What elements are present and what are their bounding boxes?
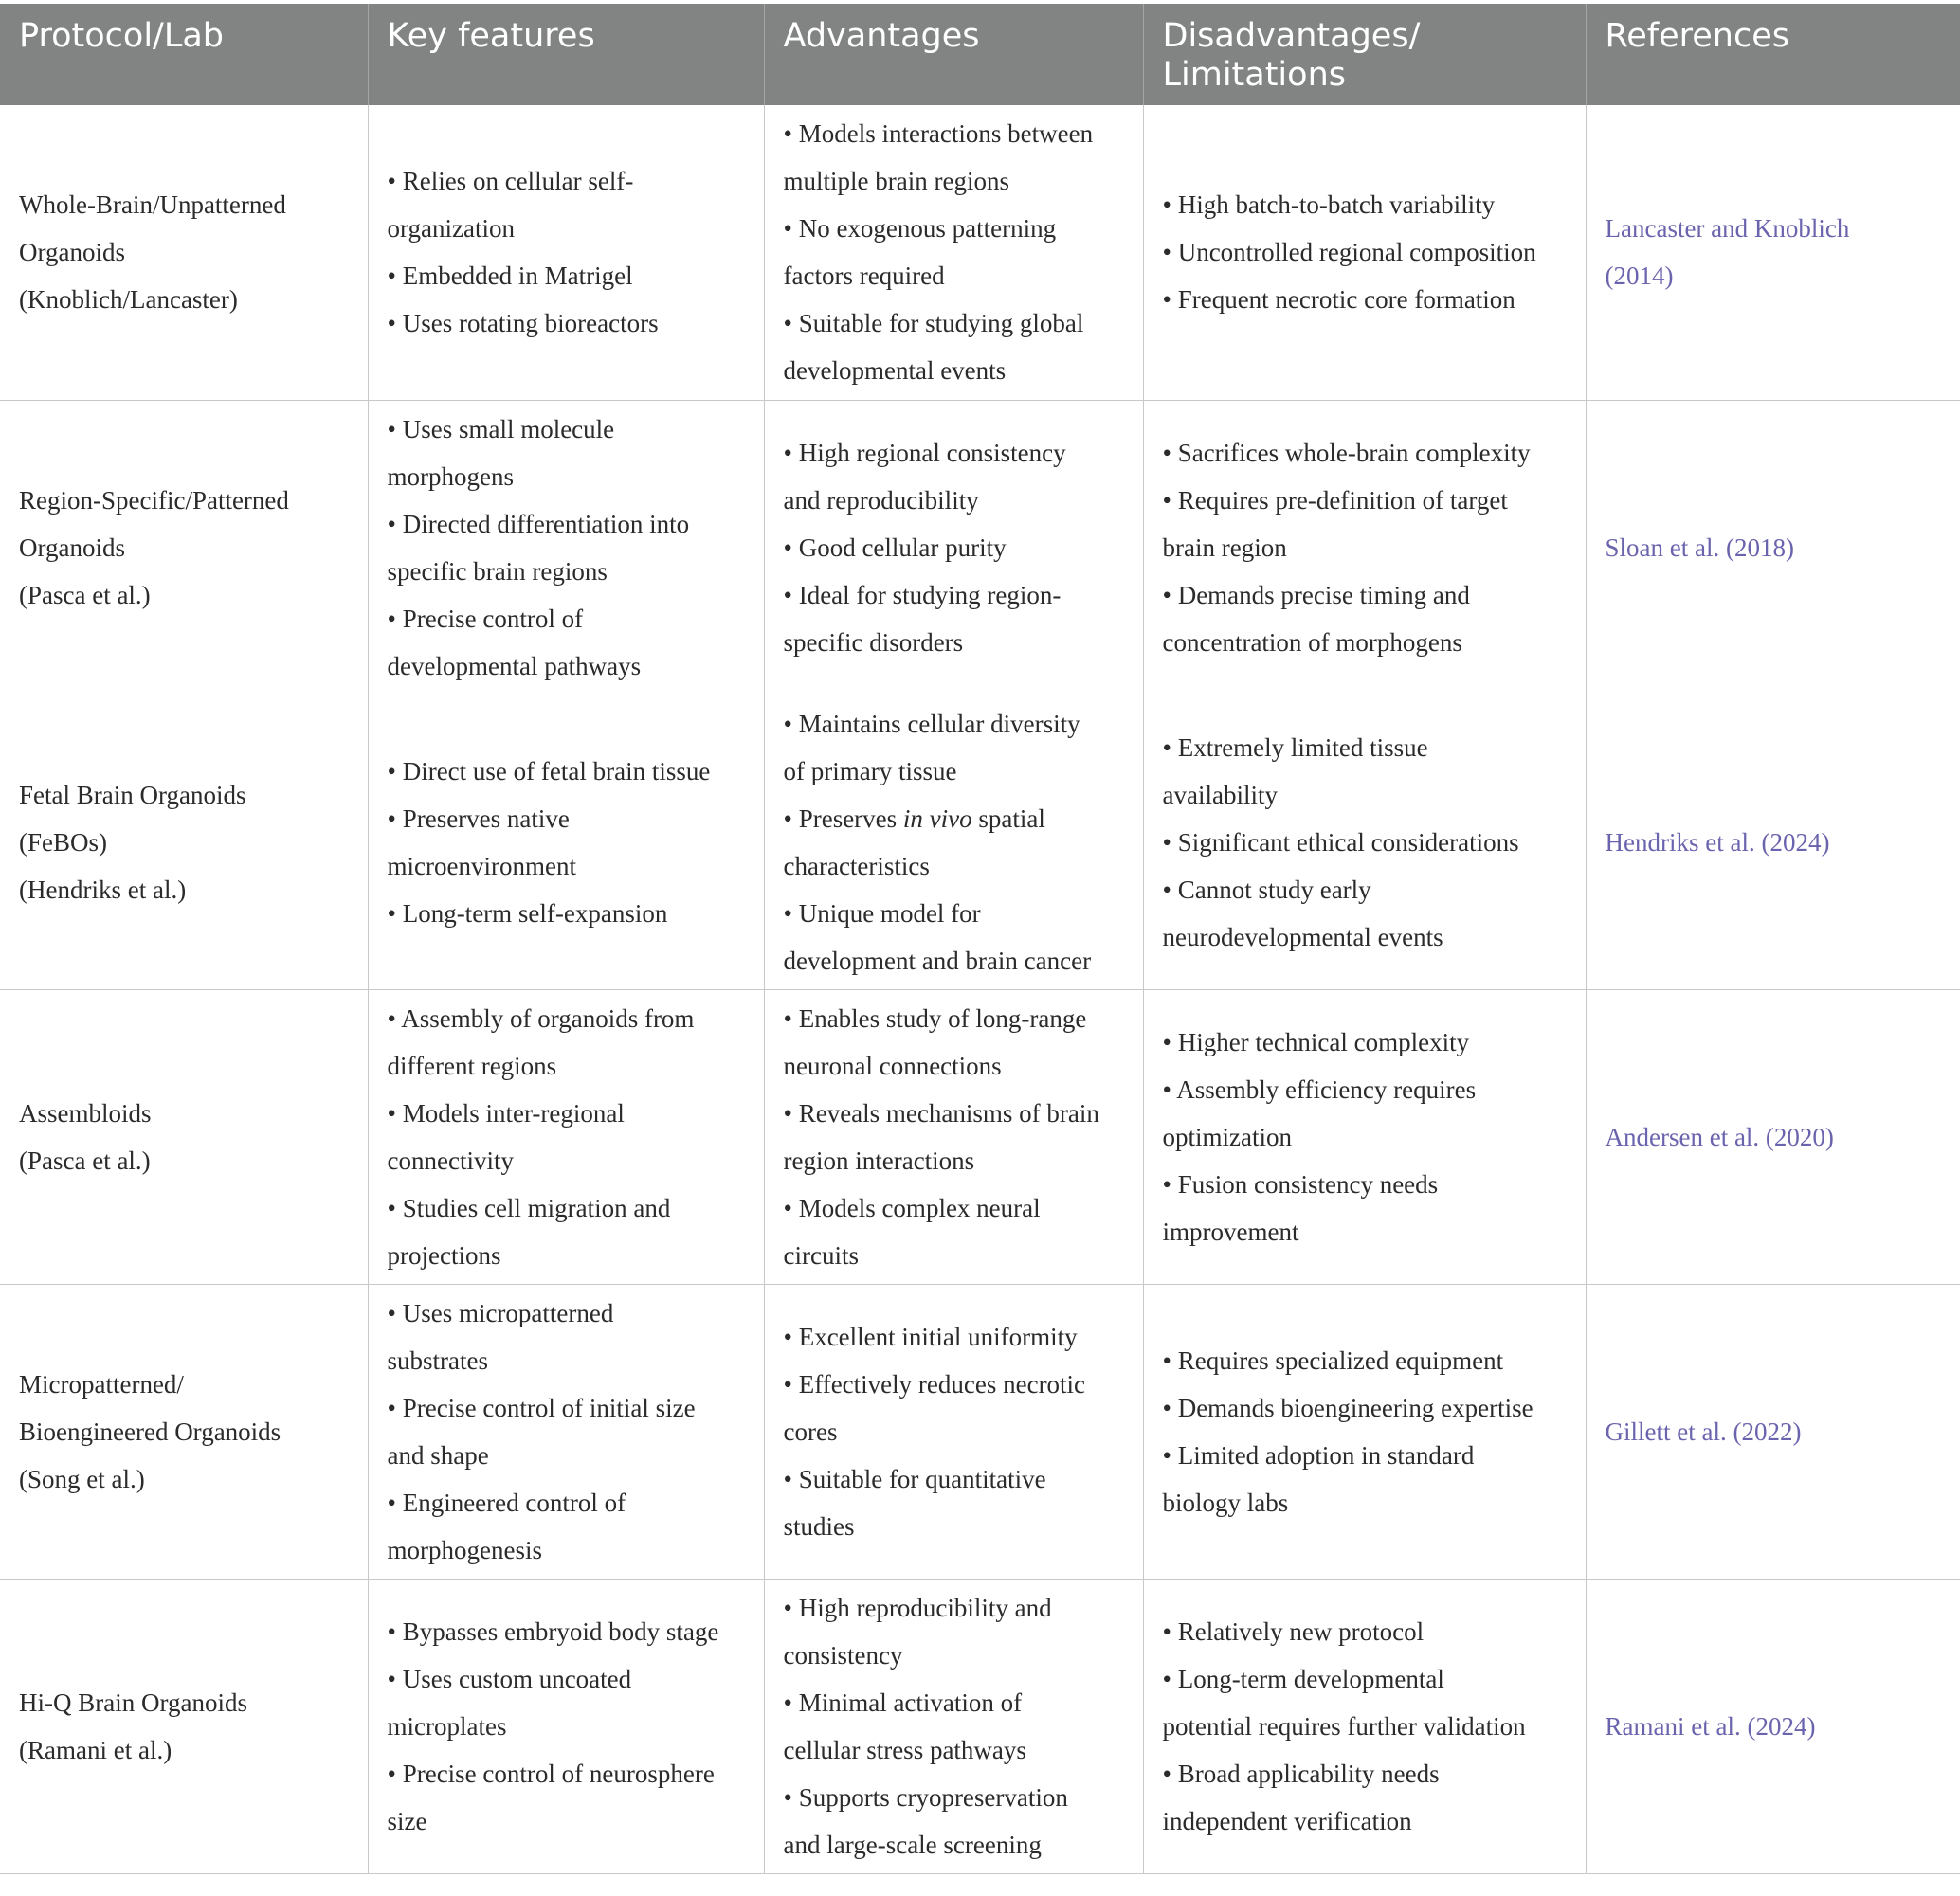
cell-line: improvement — [1162, 1217, 1299, 1246]
cell-line: • Models inter-regional — [387, 1098, 625, 1128]
table-row — [0, 989, 1960, 1284]
cell-line: • Direct use of fetal brain tissue — [387, 756, 711, 785]
header-line: Advantages — [783, 17, 980, 55]
cell-line: • Ideal for studying region- — [783, 580, 1062, 609]
reference-link[interactable]: (2014) — [1605, 262, 1674, 291]
cell-line: substrates — [387, 1345, 488, 1375]
header-line: Limitations — [1162, 56, 1346, 94]
cell-line: (Song et al.) — [19, 1464, 145, 1493]
cell-disadvantages — [1143, 105, 1586, 400]
reference-link[interactable]: Hendriks et al. (2024) — [1605, 827, 1830, 857]
cell-line: different regions — [387, 1051, 557, 1080]
cell-line: factors required — [783, 262, 945, 291]
cell-advantages — [764, 1579, 1143, 1873]
table-body — [0, 105, 1960, 1873]
cell-line: • Precise control of neurosphere — [387, 1759, 715, 1788]
cell-line: • Assembly of organoids from — [387, 1003, 695, 1033]
table-row — [0, 105, 1960, 400]
cell-line: • Requires pre-definition of target — [1162, 485, 1508, 515]
cell-line: morphogens — [387, 461, 514, 491]
cell-key-features — [368, 989, 764, 1284]
cell-disadvantages — [1143, 1284, 1586, 1579]
cell-line: • Sacrifices whole-brain complexity — [1162, 438, 1531, 467]
cell-line: Whole-Brain/Unpatterned — [19, 190, 286, 220]
reference-link[interactable]: Lancaster and Knoblich — [1605, 214, 1850, 244]
cell-advantages — [764, 695, 1143, 989]
cell-line: • Higher technical complexity — [1162, 1027, 1470, 1056]
cell-line: • Excellent initial uniformity — [783, 1322, 1078, 1351]
cell-line: • Preserves native — [387, 804, 570, 833]
cell-line: • Models complex neural — [783, 1193, 1041, 1222]
cell-line: • Precise control of — [387, 604, 584, 633]
cell-line: microplates — [387, 1711, 507, 1741]
cell-line: • Models interactions between — [783, 119, 1094, 149]
cell-line: consistency — [783, 1640, 903, 1670]
cell-key-features — [368, 1579, 764, 1873]
cell-line: morphogenesis — [387, 1535, 542, 1564]
cell-line: • Uses rotating bioreactors — [387, 309, 659, 338]
cell-line: cellular stress pathways — [783, 1735, 1026, 1764]
cell-line: multiple brain regions — [783, 167, 1009, 196]
reference-link[interactable]: Ramani et al. (2024) — [1605, 1711, 1816, 1741]
cell-disadvantages — [1143, 400, 1586, 695]
cell-line: • Frequent necrotic core formation — [1162, 285, 1515, 315]
cell-line: • Preserves in vivo spatial — [783, 804, 1045, 833]
cell-line: and shape — [387, 1440, 489, 1470]
cell-line: and reproducibility — [783, 485, 979, 515]
cell-line: • Studies cell migration and — [387, 1193, 671, 1222]
cell-line: • High regional consistency — [783, 438, 1066, 467]
cell-advantages — [764, 105, 1143, 400]
cell-line: • Effectively reduces necrotic — [783, 1369, 1086, 1399]
cell-line: • Uses micropatterned — [387, 1298, 614, 1327]
table-row — [0, 400, 1960, 695]
cell-line: • Embedded in Matrigel — [387, 262, 633, 291]
header-row — [0, 4, 1960, 105]
cell-key-features — [368, 105, 764, 400]
cell-line: • Uses small molecule — [387, 414, 615, 443]
cell-line: • Cannot study early — [1162, 875, 1371, 904]
cell-line: developmental events — [783, 356, 1007, 386]
cell-key-features — [368, 1284, 764, 1579]
cell-line: Region-Specific/Patterned — [19, 485, 289, 515]
cell-line: characteristics — [783, 851, 930, 880]
cell-line: studies — [783, 1511, 855, 1541]
cell-line: size — [387, 1806, 427, 1835]
cell-line: • Precise control of initial size — [387, 1393, 696, 1422]
cell-line: (FeBOs) — [19, 827, 107, 857]
cell-line: • Requires specialized equipment — [1162, 1345, 1504, 1375]
header-line: Disadvantages/ — [1162, 17, 1421, 55]
cell-advantages — [764, 400, 1143, 695]
table-row — [0, 1579, 1960, 1873]
cell-line: • Supports cryopreservation — [783, 1782, 1068, 1812]
cell-line: microenvironment — [387, 851, 576, 880]
cell-line: circuits — [783, 1240, 859, 1270]
cell-line: Micropatterned/ — [19, 1369, 184, 1399]
cell-advantages — [764, 989, 1143, 1284]
cell-line: • Significant ethical considerations — [1162, 827, 1519, 857]
cell-line: • Suitable for studying global — [783, 309, 1084, 338]
cell-protocol — [0, 1579, 368, 1873]
cell-key-features — [368, 400, 764, 695]
header-advantages — [764, 4, 1143, 105]
cell-line: specific disorders — [783, 627, 964, 657]
cell-line: • Directed differentiation into — [387, 509, 690, 538]
cell-line: • Broad applicability needs — [1162, 1759, 1440, 1788]
cell-line: projections — [387, 1240, 501, 1270]
cell-reference[interactable] — [1586, 105, 1960, 400]
italic-term: in vivo — [902, 804, 972, 833]
cell-line: • Suitable for quantitative — [783, 1464, 1046, 1493]
cell-disadvantages — [1143, 989, 1586, 1284]
cell-line: • Fusion consistency needs — [1162, 1169, 1439, 1199]
header-line: Protocol/Lab — [19, 17, 224, 55]
cell-reference[interactable] — [1586, 1284, 1960, 1579]
cell-line: • Bypasses embryoid body stage — [387, 1616, 719, 1646]
cell-protocol — [0, 695, 368, 989]
cell-protocol — [0, 400, 368, 695]
cell-line: Assembloids — [19, 1098, 152, 1128]
cell-line: biology labs — [1162, 1488, 1289, 1517]
cell-line: developmental pathways — [387, 651, 642, 680]
cell-line: Organoids — [19, 533, 125, 562]
cell-reference[interactable] — [1586, 400, 1960, 695]
reference-link[interactable]: Sloan et al. (2018) — [1605, 533, 1794, 562]
cell-line: (Pasca et al.) — [19, 1146, 151, 1175]
cell-line: independent verification — [1162, 1806, 1412, 1835]
header-protocol-lab — [0, 4, 368, 105]
cell-line: • Relatively new protocol — [1162, 1616, 1425, 1646]
header-disadvantages-limitations — [1143, 4, 1586, 105]
cell-line: brain region — [1162, 533, 1287, 562]
cell-line: Hi-Q Brain Organoids — [19, 1688, 247, 1717]
cell-line: • Good cellular purity — [783, 533, 1007, 562]
cell-line: • No exogenous patterning — [783, 214, 1057, 244]
cell-line: Fetal Brain Organoids — [19, 780, 246, 809]
cell-line: potential requires further validation — [1162, 1711, 1526, 1741]
cell-line: • Limited adoption in standard — [1162, 1440, 1475, 1470]
cell-disadvantages — [1143, 695, 1586, 989]
cell-protocol — [0, 105, 368, 400]
cell-reference[interactable] — [1586, 695, 1960, 989]
cell-line: • Maintains cellular diversity — [783, 709, 1080, 738]
cell-protocol — [0, 1284, 368, 1579]
reference-link[interactable]: Gillett et al. (2022) — [1605, 1417, 1802, 1446]
cell-line: • High reproducibility and — [783, 1593, 1052, 1622]
cell-line: • Demands precise timing and — [1162, 580, 1470, 609]
cell-line: neurodevelopmental events — [1162, 922, 1443, 951]
cell-line: cores — [783, 1417, 838, 1446]
cell-line: (Ramani et al.) — [19, 1735, 172, 1764]
cell-reference[interactable] — [1586, 989, 1960, 1284]
cell-line: of primary tissue — [783, 756, 957, 785]
cell-line: region interactions — [783, 1146, 975, 1175]
cell-line: • Minimal activation of — [783, 1688, 1023, 1717]
cell-line: • Relies on cellular self- — [387, 167, 634, 196]
cell-line: • Demands bioengineering expertise — [1162, 1393, 1534, 1422]
cell-line: • Enables study of long-range — [783, 1003, 1087, 1033]
cell-reference[interactable] — [1586, 1579, 1960, 1873]
cell-line: concentration of morphogens — [1162, 627, 1462, 657]
table-row — [0, 695, 1960, 989]
cell-disadvantages — [1143, 1579, 1586, 1873]
cell-line: • Extremely limited tissue — [1162, 732, 1428, 762]
cell-line: • Long-term self-expansion — [387, 898, 668, 928]
reference-link[interactable]: Andersen et al. (2020) — [1605, 1122, 1834, 1151]
cell-line: (Knoblich/Lancaster) — [19, 285, 238, 315]
protocol-comparison-table — [0, 4, 1960, 1874]
cell-line: organization — [387, 214, 515, 244]
header-key-features — [368, 4, 764, 105]
cell-line: Bioengineered Organoids — [19, 1417, 281, 1446]
cell-line: Organoids — [19, 238, 125, 267]
cell-line: • Assembly efficiency requires — [1162, 1074, 1477, 1104]
cell-line: • Uncontrolled regional composition — [1162, 238, 1536, 267]
cell-line: (Pasca et al.) — [19, 580, 151, 609]
cell-line: connectivity — [387, 1146, 514, 1175]
cell-advantages — [764, 1284, 1143, 1579]
cell-protocol — [0, 989, 368, 1284]
cell-line: (Hendriks et al.) — [19, 875, 187, 904]
cell-line: specific brain regions — [387, 556, 608, 586]
table-header — [0, 4, 1960, 105]
cell-line: availability — [1162, 780, 1278, 809]
cell-line: • Long-term developmental — [1162, 1664, 1444, 1693]
cell-line: optimization — [1162, 1122, 1292, 1151]
cell-line: • Engineered control of — [387, 1488, 626, 1517]
header-references — [1586, 4, 1960, 105]
cell-line: • Uses custom uncoated — [387, 1664, 632, 1693]
cell-line: • Unique model for — [783, 898, 981, 928]
table-row — [0, 1284, 1960, 1579]
cell-line: • Reveals mechanisms of brain — [783, 1098, 1099, 1128]
cell-line: • High batch-to-batch variability — [1162, 190, 1496, 220]
cell-line: neuronal connections — [783, 1051, 1002, 1080]
header-line: References — [1605, 17, 1789, 55]
cell-line: and large-scale screening — [783, 1830, 1042, 1859]
cell-line: development and brain cancer — [783, 946, 1092, 975]
cell-key-features — [368, 695, 764, 989]
header-line: Key features — [387, 17, 595, 55]
